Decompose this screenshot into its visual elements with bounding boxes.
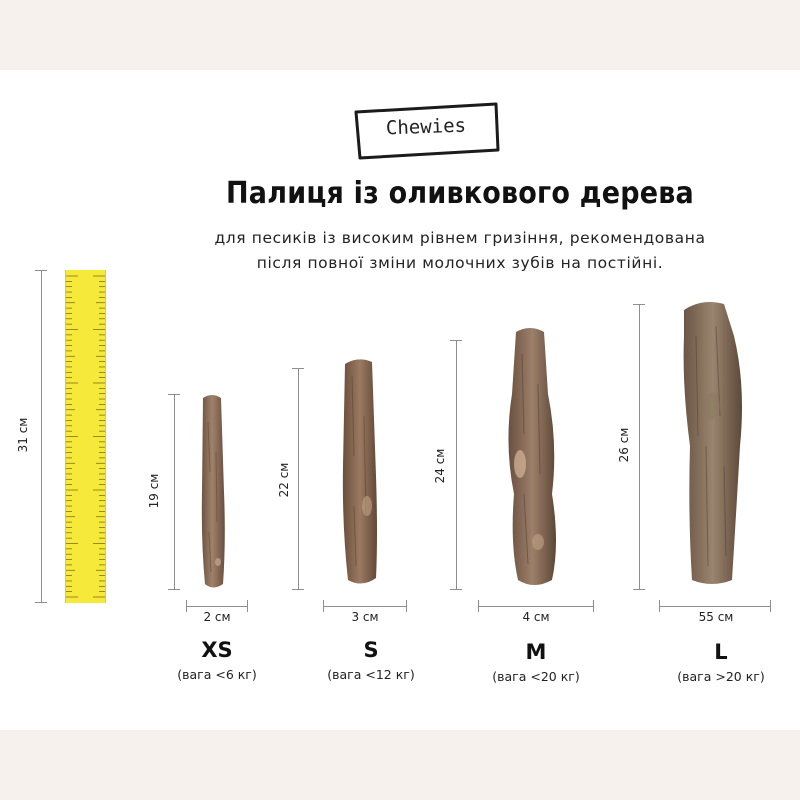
- brand-logo: [352, 100, 500, 162]
- m-size-label: M: [525, 640, 547, 664]
- s-olive-stick: [336, 356, 384, 588]
- xs-height-label: 19 см: [147, 473, 161, 509]
- ruler-scale: [66, 270, 105, 603]
- subtitle: [120, 226, 800, 276]
- xs-size-label: XS: [201, 638, 233, 662]
- s-width-label: 3 см: [351, 610, 379, 624]
- m-weight-label: (вага <20 кг): [492, 669, 580, 684]
- ruler-height-label: 31 см: [16, 417, 30, 453]
- xs-width-label: 2 см: [203, 610, 231, 624]
- brand-name: Chewies: [385, 114, 467, 140]
- l-width-label: 55 см: [698, 610, 734, 624]
- m-olive-stick: [498, 324, 562, 588]
- s-height-label: 22 см: [277, 462, 291, 498]
- m-width-label: 4 см: [522, 610, 550, 624]
- xs-olive-stick: [196, 392, 230, 592]
- subtitle-line-1: для песиків із високим рівнем гризіння, рекомендована: [214, 229, 706, 247]
- l-weight-label: (вага >20 кг): [677, 669, 765, 684]
- s-size-label: S: [363, 638, 379, 662]
- m-height-label: 24 см: [433, 448, 447, 484]
- l-height-label: 26 см: [617, 427, 631, 463]
- l-olive-stick: [676, 296, 752, 588]
- xs-weight-label: (вага <6 кг): [177, 667, 257, 682]
- l-size-label: L: [714, 640, 728, 664]
- subtitle-line-2: після повної зміни молочних зубів на постійні.: [256, 254, 664, 272]
- s-weight-label: (вага <12 кг): [327, 667, 415, 682]
- ruler: [65, 270, 106, 603]
- page-title: Палиця із оливкового дерева: [226, 176, 694, 211]
